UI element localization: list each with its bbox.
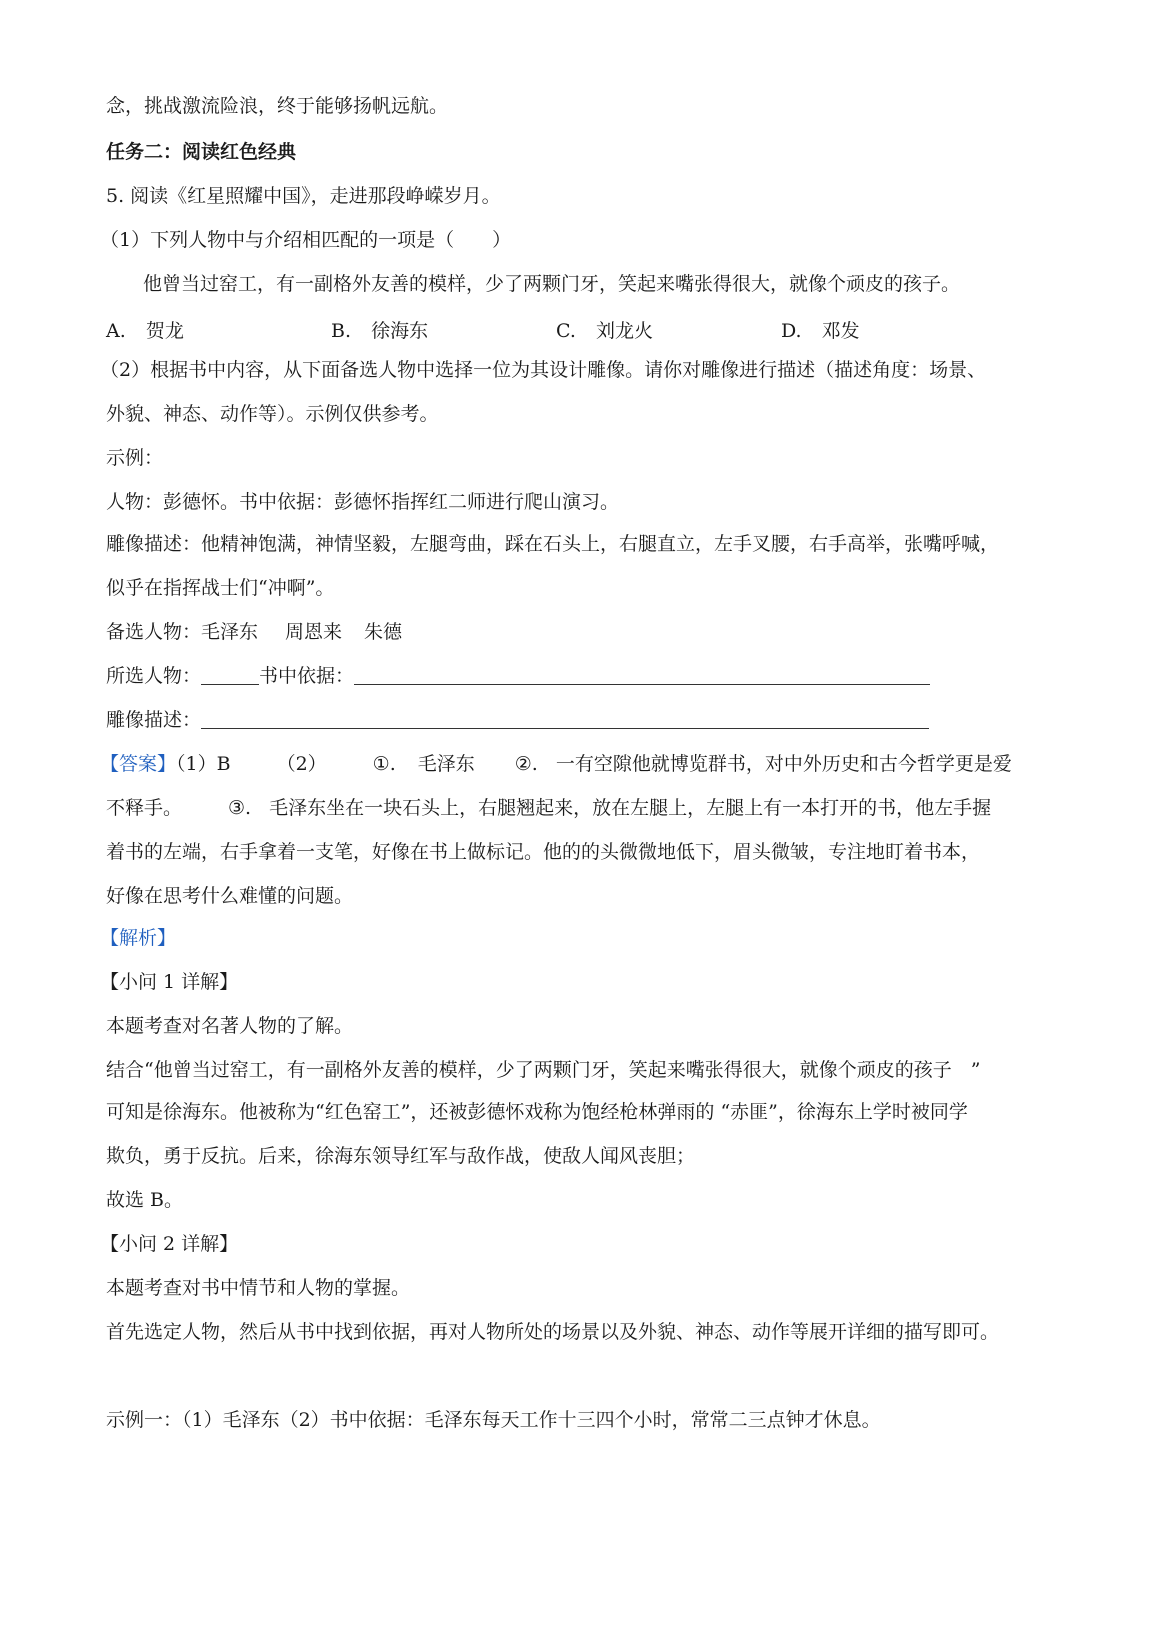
answer-item-num: ①. [372,753,396,775]
option-text: 徐海东 [371,320,429,342]
part2-prompt-line1: （2）根据书中内容，从下面备选人物中选择一位为其设计雕像。请你对雕像进行描述（描述角度：场景、 [100,359,987,381]
candidate-name: 周恩来 [285,621,343,643]
option-text: 刘龙火 [595,320,653,342]
option-c [556,316,653,343]
option-letter: D. [781,320,802,342]
answer-item3-line1: 毛泽东坐在一块石头上，右腿翘起来，放在左腿上，左腿上有一本打开的书，他左手握 [269,797,992,819]
sub1-line3: 可知是徐海东。他被称为“红色窑工”，还被彭德怀戏称为饱经枪林弹雨的 “赤匪”，徐海东上学时被同学 [106,1101,968,1123]
candidates-line [106,620,402,644]
option-letter: A. [106,320,126,342]
option-a [106,316,184,343]
sub1-line1: 本题考查对名著人物的了解。 [106,1015,354,1037]
candidate-name: 朱德 [364,621,403,643]
sub1-line4: 欺负，勇于反抗。后来，徐海东领导红军与敌作战，使敌人闻风丧胆； [106,1145,696,1167]
example-label: 示例： [106,447,164,469]
answer-item-num: ③. [228,797,252,819]
sub2-title: 【小问 2 详解】 [100,1233,239,1255]
sub2-line3: 示例一：（1）毛泽东（2）书中依据：毛泽东每天工作十三四个小时，常常二三点钟才休息。 [106,1409,881,1431]
analysis-tag: 【解析】 [100,927,177,949]
option-text: 贺龙 [145,320,184,342]
option-letter: B. [331,320,352,342]
answer-line1 [100,752,1012,776]
question-stem: 5. 阅读《红星照耀中国》，走进那段峥嵘岁月。 [106,185,501,207]
task-heading: 任务二：阅读红色经典 [106,141,297,163]
answer-item1: 毛泽东 [417,753,475,775]
option-text: 邓发 [821,320,860,342]
sub2-line2: 首先选定人物，然后从书中找到依据，再对人物所处的场景以及外貌、神态、动作等展开详细的描写即可。 [106,1321,1000,1343]
fill-person-line [106,664,930,688]
answer-item3-line2: 着书的左端，右手拿着一支笔，好像在书上做标记。他的的头微微地低下，眉头微皱，专注地盯着书本， [106,841,981,863]
part2-prompt-line2: 外貌、神态、动作等）。示例仅供参考。 [106,403,439,425]
sub2-line1: 本题考查对书中情节和人物的掌握。 [106,1277,411,1299]
option-letter: C. [556,320,576,342]
answer-tag: 【答案】 [100,753,177,775]
desc-blank[interactable] [201,710,929,729]
paragraph-continuation: 念，挑战激流险浪，终于能够扬帆远航。 [106,95,449,117]
candidate-name: 毛泽东 [201,621,259,643]
example-desc-line2: 似乎在指挥战士们“冲啊”。 [106,577,335,599]
fill-basis-label: 书中依据： [259,665,355,687]
answer-part2: （2） [276,753,327,775]
answer-part1: （1）B [176,753,231,775]
option-d [781,316,860,343]
sub1-line5: 故选 B。 [106,1189,184,1211]
answer-item-num: ②. [514,753,538,775]
answer-item3-line3: 好像在思考什么难懂的问题。 [106,885,354,907]
option-b [331,316,428,343]
fill-desc-label: 雕像描述： [106,709,202,731]
fill-desc-line [106,708,929,732]
example-person: 人物：彭德怀。书中依据：彭德怀指挥红二师进行爬山演习。 [106,491,620,513]
fill-person-label: 所选人物： [106,665,202,687]
answer-item2-line1: 一有空隙他就博览群书，对中外历史和古今哲学更是爱 [555,753,1012,775]
candidates-label: 备选人物： [106,621,202,643]
sub1-title: 【小问 1 详解】 [100,971,239,993]
example-desc-line1: 雕像描述：他精神饱满，神情坚毅，左腿弯曲，踩在石头上，右腿直立，左手叉腰，右手高举，张嘴呼喊， [106,533,1000,555]
sub1-line2: 结合“他曾当过窑工，有一副格外友善的模样，少了两颗门牙，笑起来嘴张得很大，就像个顽皮的孩子 ” [106,1059,981,1081]
person-blank[interactable] [201,666,259,685]
part1-quote: 他曾当过窑工，有一副格外友善的模样，少了两颗门牙，笑起来嘴张得很大，就像个顽皮的孩子。 [143,273,961,295]
answer-line2 [106,796,991,820]
basis-blank[interactable] [354,666,930,685]
answer-item2-line2: 不释手。 [106,797,183,819]
part1-prompt: （1）下列人物中与介绍相匹配的一项是（ ） [100,229,512,251]
